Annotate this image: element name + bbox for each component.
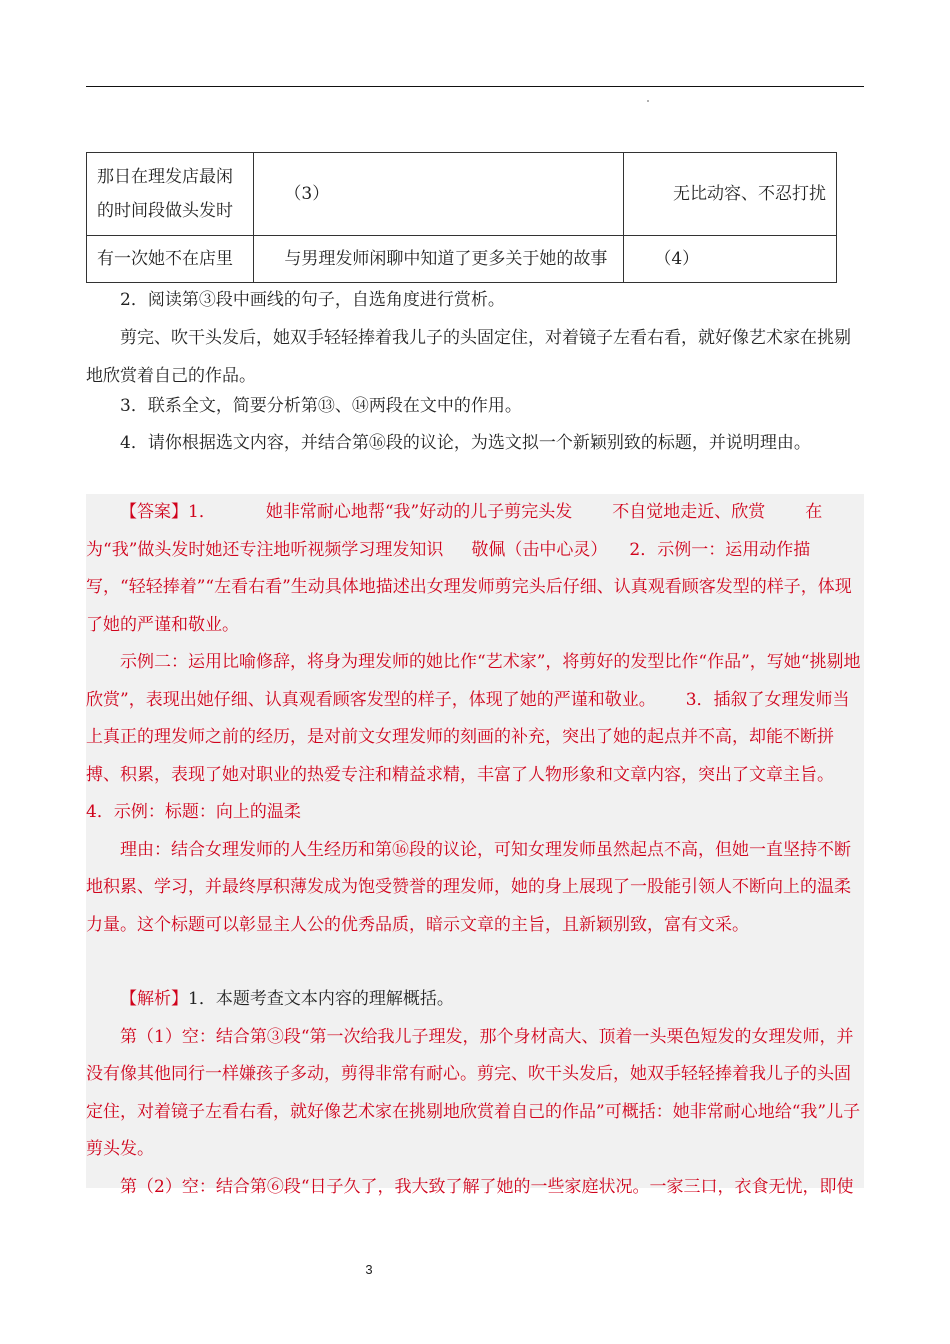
table-cell: 无比动容、不忍打扰 xyxy=(624,153,837,236)
question-2-quote: 剪完、吹干头发后，她双手轻轻捧着我儿子的头固定住，对着镜子左看右看，就好像艺术家在挑剔地欣赏着自己的作品。 xyxy=(86,328,851,386)
analysis-label: 【解析】 xyxy=(120,989,188,1009)
table-row xyxy=(87,153,837,236)
answer-4-title: 4．示例：标题：向上的温柔 xyxy=(86,802,301,822)
table-cell: 与男理发师闲聊中知道了更多关于她的故事 xyxy=(254,236,624,283)
answer-3: 3．插叙了女理发师当上真正的理发师之前的经历，是对前文女理发师的刻画的补充，突出了她的起点并不高，却能不断拼搏、积累，表现了她对职业的热爱专注和精益求精，丰富了人物形象和文章内容，突出了文章主旨。 xyxy=(86,689,850,785)
question-2: 2．阅读第③段中画线的句子，自选角度进行赏析。 xyxy=(120,290,505,310)
answer-1-number: 1． xyxy=(188,502,216,522)
answer-2-example-1: 2．示例一：运用动作描写，“轻轻捧着”“左看右看”生动具体地描述出女理发师剪完头后仔细、认真观看顾客发型的样子，体现了她的严谨和敬业。 xyxy=(86,539,852,635)
table-row xyxy=(87,236,837,283)
analysis-p1: 1．本题考查文本内容的理解概括。 xyxy=(188,989,454,1009)
header-rule xyxy=(86,86,864,87)
table-cell: （3） xyxy=(254,153,624,236)
page-number: 3 xyxy=(365,1262,373,1277)
question-3: 3．联系全文，简要分析第⑬、⑭两段在文中的作用。 xyxy=(120,396,522,416)
answer-block xyxy=(86,494,864,1197)
answer-1-blank-3: 在为“我”做头发时她还专注地听视频学习理发知识 xyxy=(86,502,823,560)
table-cell: （4） xyxy=(624,236,837,283)
answer-4-reason: 理由：结合女理发师的人生经历和第⑯段的议论，可知女理发师虽然起点不高，但她一直坚持不断地积累、学习，并最终厚积薄发成为饱受赞誉的理发师，她的身上展现了一股能引领人不断向上的温柔力量。这个标题可以彰显主人公的优秀品质，暗示文章的主旨，且新颖别致，富有文采。 xyxy=(86,839,851,935)
answer-1-blank-2: 不自觉地走近、欣赏 xyxy=(612,502,766,522)
summary-table xyxy=(86,152,837,283)
question-4: 4．请你根据选文内容，并结合第⑯段的议论，为选文拟一个新颖别致的标题，并说明理由。 xyxy=(120,433,811,453)
answer-2-example-2: 示例二：运用比喻修辞，将身为理发师的她比作“艺术家”，将剪好的发型比作“作品”，写她“挑剔地欣赏”，表现出她仔细、认真观看顾客发型的样子，体现了她的严谨和敬业。 xyxy=(86,652,861,710)
analysis-p3: 第（2）空：结合第⑥段“日子久了，我大致了解了她的一些家庭状况。一家三口，衣食无忧，即使 xyxy=(120,1176,854,1197)
answer-label: 【答案】 xyxy=(120,502,188,522)
answer-1-blank-4: 敬佩（击中心灵） xyxy=(471,539,608,560)
header-dot xyxy=(647,100,649,102)
table-cell: 那日在理发店最闲的时间段做头发时 xyxy=(87,153,254,236)
analysis-p2: 第（1）空：结合第③段“第一次给我儿子理发，那个身材高大、顶着一头栗色短发的女理发师，并没有像其他同行一样嫌孩子多动，剪得非常有耐心。剪完、吹干头发后，她双手轻轻捧着我儿子的头固定住，对着镜子左看右看，就好像艺术家在挑剔地欣赏着自己的作品”可概括：她非常耐心地给“我”儿子剪头发。 xyxy=(86,1026,861,1159)
answer-1-blank-1: 她非常耐心地帮“我”好动的儿子剪完头发 xyxy=(265,502,573,522)
table-cell: 有一次她不在店里 xyxy=(87,236,254,283)
